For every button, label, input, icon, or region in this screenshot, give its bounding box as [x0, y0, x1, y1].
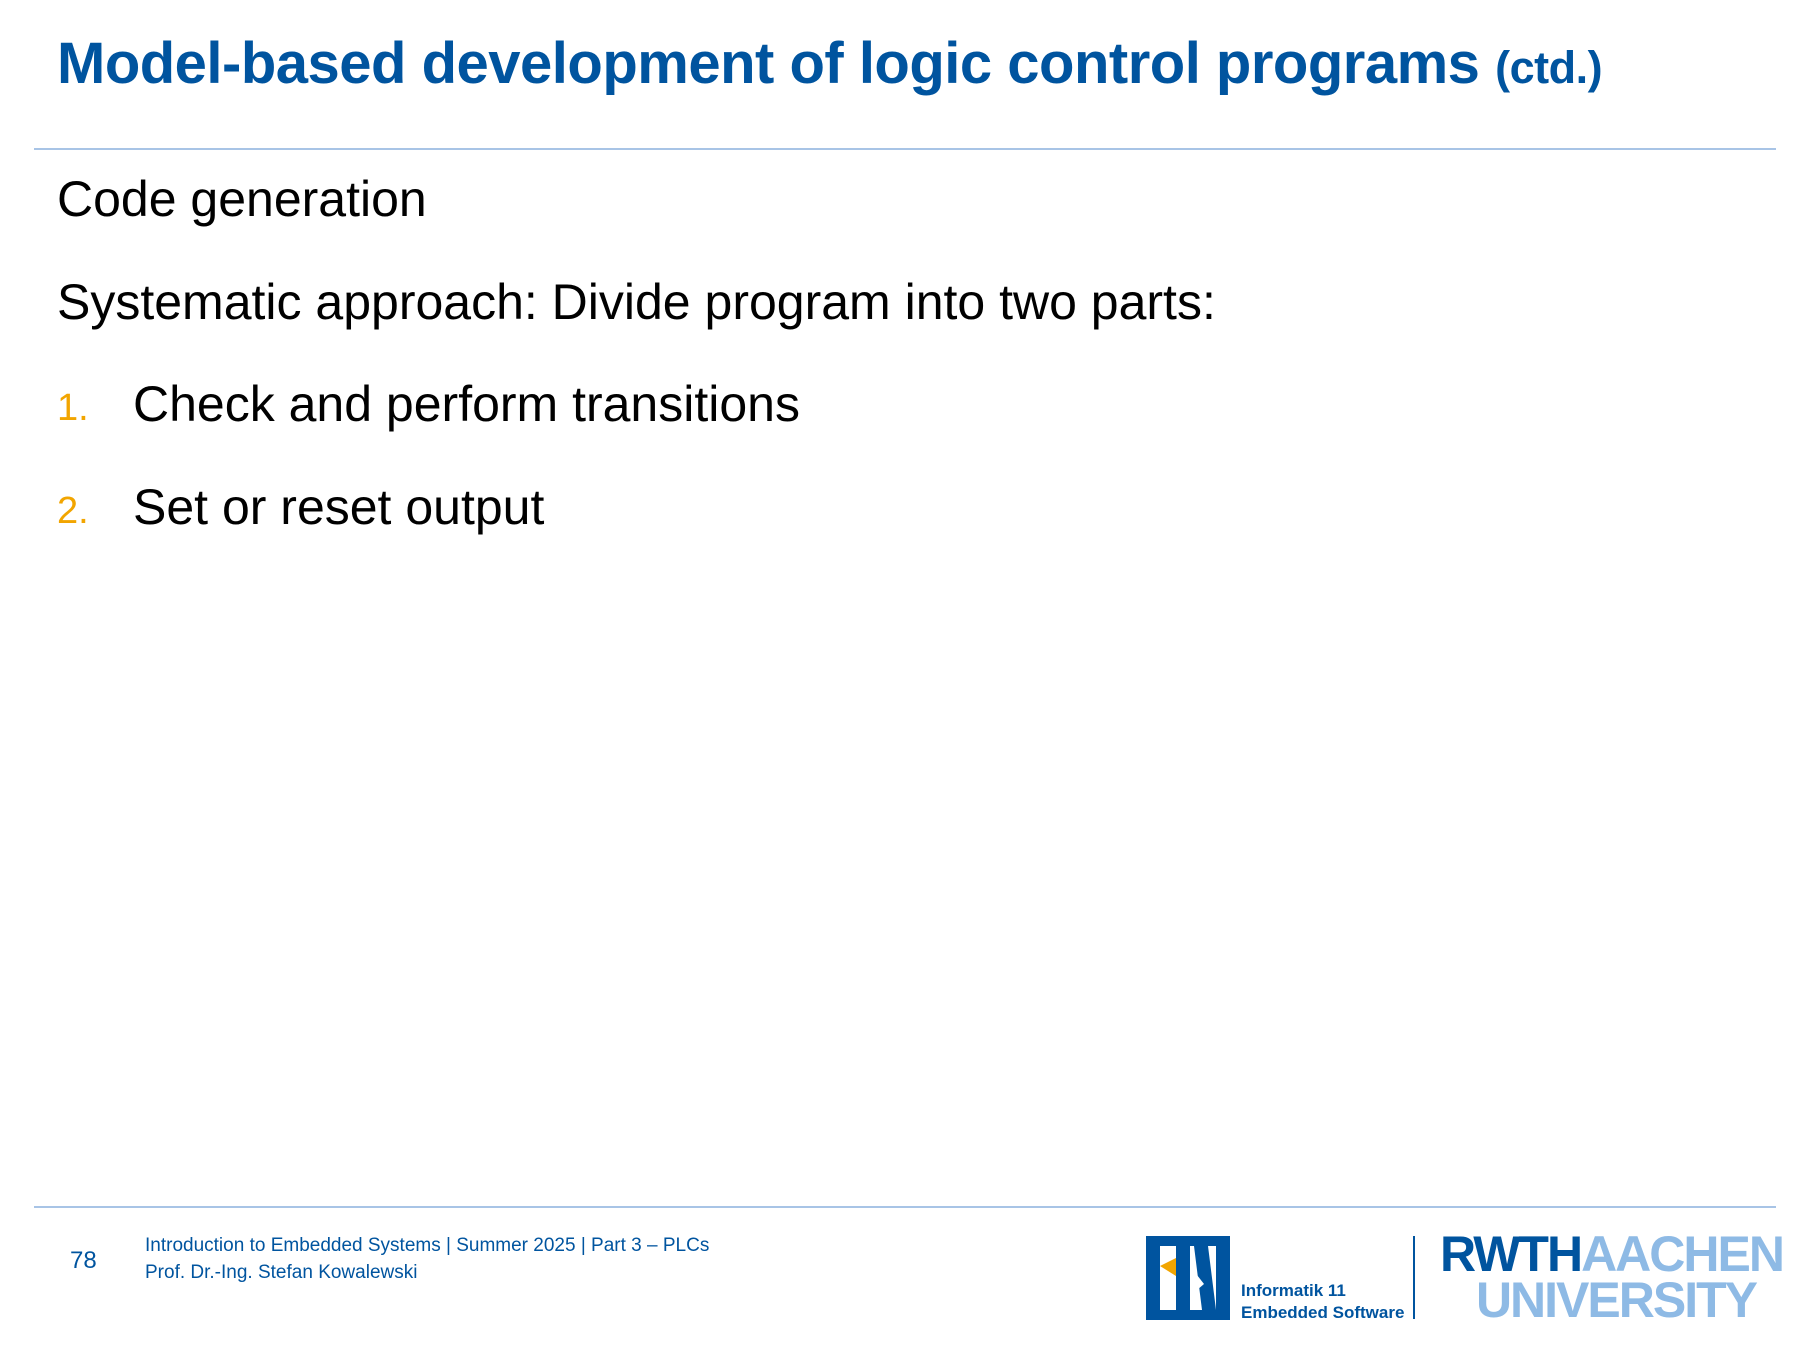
page-number: 78 [70, 1247, 97, 1274]
rwth-logo-aachen: AACHEN [1581, 1226, 1783, 1282]
logo-separator [1413, 1236, 1415, 1319]
footer-divider [34, 1206, 1776, 1208]
list-item-number: 1. [57, 387, 89, 429]
header-divider [34, 148, 1776, 150]
slide-title-main: Model-based development of logic control programs [57, 31, 1480, 96]
rwth-logo-rwth: RWTH [1440, 1226, 1582, 1282]
slide-title [57, 30, 1602, 97]
list-item-number: 2. [57, 490, 89, 532]
author-info: Prof. Dr.-Ing. Stefan Kowalewski [145, 1262, 418, 1283]
rwth-logo-university: UNIVERSITY [1475, 1272, 1756, 1328]
informatik-11-logo-icon [1146, 1236, 1230, 1320]
intro-text: Systematic approach: Divide program into two parts: [57, 274, 1216, 330]
course-info: Introduction to Embedded Systems | Summer 2025 | Part 3 – PLCs [145, 1235, 710, 1256]
rwth-logo [1440, 1226, 1783, 1328]
slide-title-suffix: (ctd.) [1495, 42, 1603, 93]
section-heading: Code generation [57, 171, 427, 227]
chair-name: Informatik 11 [1241, 1281, 1346, 1300]
list-item-text: Set or reset output [133, 479, 545, 535]
list-item-text: Check and perform transitions [133, 376, 800, 432]
chair-subtitle: Embedded Software [1241, 1303, 1405, 1322]
